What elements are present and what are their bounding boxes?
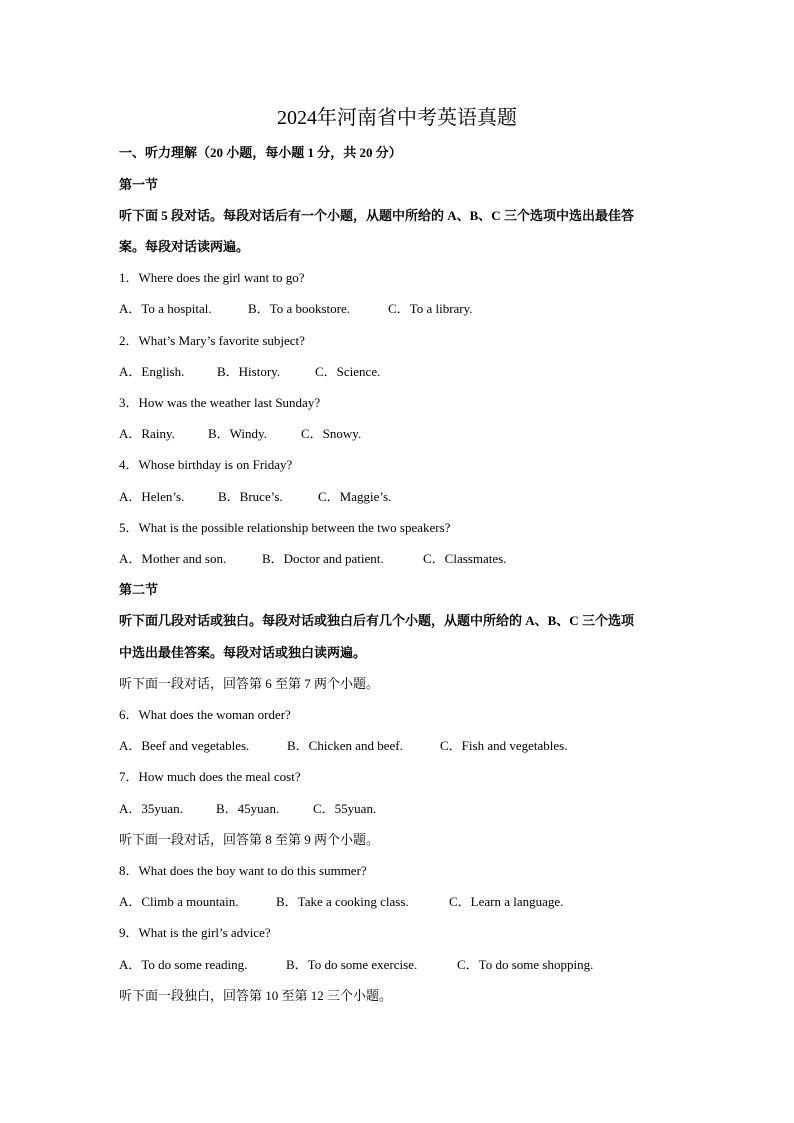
question-text: 7．How much does the meal cost? bbox=[119, 769, 301, 784]
option-a: A．Helen’s. bbox=[119, 489, 185, 504]
listening-intro: 听下面一段对话，回答第 6 至第 7 两个小题。 bbox=[119, 676, 380, 691]
answer-options bbox=[119, 425, 361, 443]
answer-options bbox=[119, 800, 376, 818]
option-b: B．Chicken and beef. bbox=[287, 738, 403, 753]
option-b: B．To do some exercise. bbox=[286, 957, 418, 972]
option-b: B．Bruce’s. bbox=[218, 489, 283, 504]
option-c: C．Fish and vegetables. bbox=[440, 738, 568, 753]
option-c: C．55yuan. bbox=[313, 801, 377, 816]
option-a: A．35yuan. bbox=[119, 801, 183, 816]
question-text: 5．What is the possible relationship between the two speakers? bbox=[119, 520, 451, 535]
question-text: 4．Whose birthday is on Friday? bbox=[119, 457, 293, 472]
question-text: 1．Where does the girl want to go? bbox=[119, 270, 305, 285]
option-c: C．Classmates. bbox=[423, 551, 507, 566]
answer-options bbox=[119, 300, 473, 318]
answer-options bbox=[119, 893, 563, 911]
part1-instruction: 案。每段对话读两遍。 bbox=[119, 239, 250, 254]
page-title: 2024年河南省中考英语真题 bbox=[277, 107, 517, 129]
listening-intro: 听下面一段对话，回答第 8 至第 9 两个小题。 bbox=[119, 832, 380, 847]
option-c: C．To do some shopping. bbox=[457, 957, 594, 972]
option-b: B．Take a cooking class. bbox=[276, 894, 409, 909]
question-text: 8．What does the boy want to do this summer? bbox=[119, 863, 367, 878]
answer-options bbox=[119, 488, 391, 506]
option-c: C．Science. bbox=[315, 364, 381, 379]
option-b: B．To a bookstore. bbox=[248, 301, 350, 316]
part2-instruction: 听下面几段对话或独白。每段对话或独白后有几个小题，从题中所给的 A、B、C 三个选项 bbox=[119, 613, 634, 628]
question-text: 6．What does the woman order? bbox=[119, 707, 291, 722]
option-a: A．Climb a mountain. bbox=[119, 894, 239, 909]
option-c: C．Snowy. bbox=[301, 426, 362, 441]
option-a: A．Rainy. bbox=[119, 426, 175, 441]
part2-heading: 第二节 bbox=[119, 582, 159, 597]
option-b: B．Windy. bbox=[208, 426, 267, 441]
listening-intro: 听下面一段独白，回答第 10 至第 12 三个小题。 bbox=[119, 988, 393, 1003]
option-a: A．Beef and vegetables. bbox=[119, 738, 250, 753]
part1-instruction: 听下面 5 段对话。每段对话后有一个小题，从题中所给的 A、B、C 三个选项中选出最佳答 bbox=[119, 208, 634, 223]
answer-options bbox=[119, 737, 567, 755]
option-b: B．45yuan. bbox=[216, 801, 280, 816]
answer-options bbox=[119, 550, 506, 568]
question-text: 9．What is the girl’s advice? bbox=[119, 925, 271, 940]
option-b: B．Doctor and patient. bbox=[262, 551, 384, 566]
option-c: C．To a library. bbox=[388, 301, 473, 316]
section-heading: 一、听力理解（20 小题，每小题 1 分，共 20 分） bbox=[119, 145, 402, 160]
answer-options bbox=[119, 363, 380, 381]
option-a: A．To do some reading. bbox=[119, 957, 248, 972]
option-a: A．Mother and son. bbox=[119, 551, 227, 566]
option-c: C．Learn a language. bbox=[449, 894, 564, 909]
option-b: B．History. bbox=[217, 364, 281, 379]
part2-instruction: 中选出最佳答案。每段对话或独白读两遍。 bbox=[119, 645, 367, 660]
question-text: 2．What’s Mary’s favorite subject? bbox=[119, 333, 305, 348]
option-a: A．To a hospital. bbox=[119, 301, 212, 316]
option-c: C．Maggie’s. bbox=[318, 489, 392, 504]
option-a: A．English. bbox=[119, 364, 185, 379]
answer-options bbox=[119, 956, 593, 974]
question-text: 3．How was the weather last Sunday? bbox=[119, 395, 321, 410]
part1-heading: 第一节 bbox=[119, 177, 159, 192]
